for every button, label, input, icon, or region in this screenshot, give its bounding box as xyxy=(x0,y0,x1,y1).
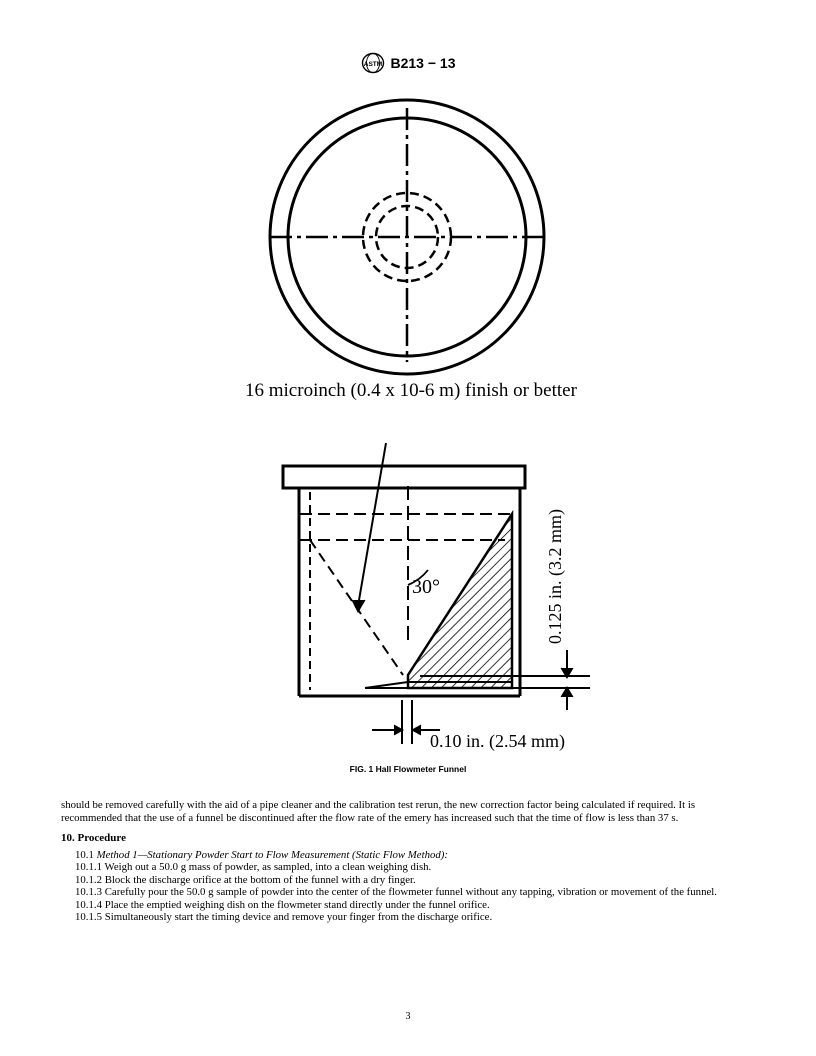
page-number: 3 xyxy=(405,1011,411,1022)
list-item xyxy=(61,899,757,912)
item-text: Simultaneously start the timing device and remove your finger from the discharge orifice. xyxy=(104,911,493,923)
item-text: Method 1—Stationary Powder Start to Flow Measurement (Static Flow Method): xyxy=(96,848,448,861)
item-text: Weigh out a 50.0 g mass of powder, as sampled, into a clean weighing dish. xyxy=(104,861,432,873)
item-number: 10.1.5 xyxy=(75,911,102,923)
item-text: Carefully pour the 50.0 g sample of powder into the center of the flowmeter funnel without any tapping, vibration or movement of the funnel. xyxy=(104,886,717,898)
item-number: 10.1.2 xyxy=(75,873,102,886)
top-view-caption: 16 microinch (0.4 x 10-6 m) finish or better xyxy=(245,380,577,401)
list-item xyxy=(61,861,757,874)
body-text xyxy=(61,799,757,924)
item-number: 10.1.4 xyxy=(75,898,102,911)
height-dimension-label: 0.125 in. (3.2 mm) xyxy=(545,509,565,644)
list-item xyxy=(61,849,757,862)
item-text: Block the discharge orifice at the bottom of the funnel with a dry finger. xyxy=(104,873,416,886)
list-item xyxy=(61,886,757,899)
angle-label: 30° xyxy=(412,576,440,598)
list-item xyxy=(61,911,757,924)
item-text: Place the emptied weighing dish on the flowmeter stand directly under the funnel orifice. xyxy=(104,898,490,911)
list-item xyxy=(61,874,757,887)
item-number: 10.1 xyxy=(75,848,94,861)
width-dimension-label: 0.10 in. (2.54 mm) xyxy=(430,731,565,751)
continuation-paragraph: should be removed carefully with the aid of a pipe cleaner and the calibration test rerun, the new correction factor being calculated if required. It is recommended that the use of a funnel be discontinued after the flow rate of the emery has increased such that the time of flow is less than 37 s. xyxy=(61,799,696,824)
svg-text:ASTM: ASTM xyxy=(363,61,382,68)
funnel-top-view xyxy=(270,100,545,374)
figure-caption: FIG. 1 Hall Flowmeter Funnel xyxy=(349,764,467,774)
section-title: 10. Procedure xyxy=(61,832,126,844)
item-number: 10.1.3 xyxy=(75,886,102,898)
item-number: 10.1.1 xyxy=(75,861,102,873)
document-code: B213 − 13 xyxy=(390,55,456,71)
